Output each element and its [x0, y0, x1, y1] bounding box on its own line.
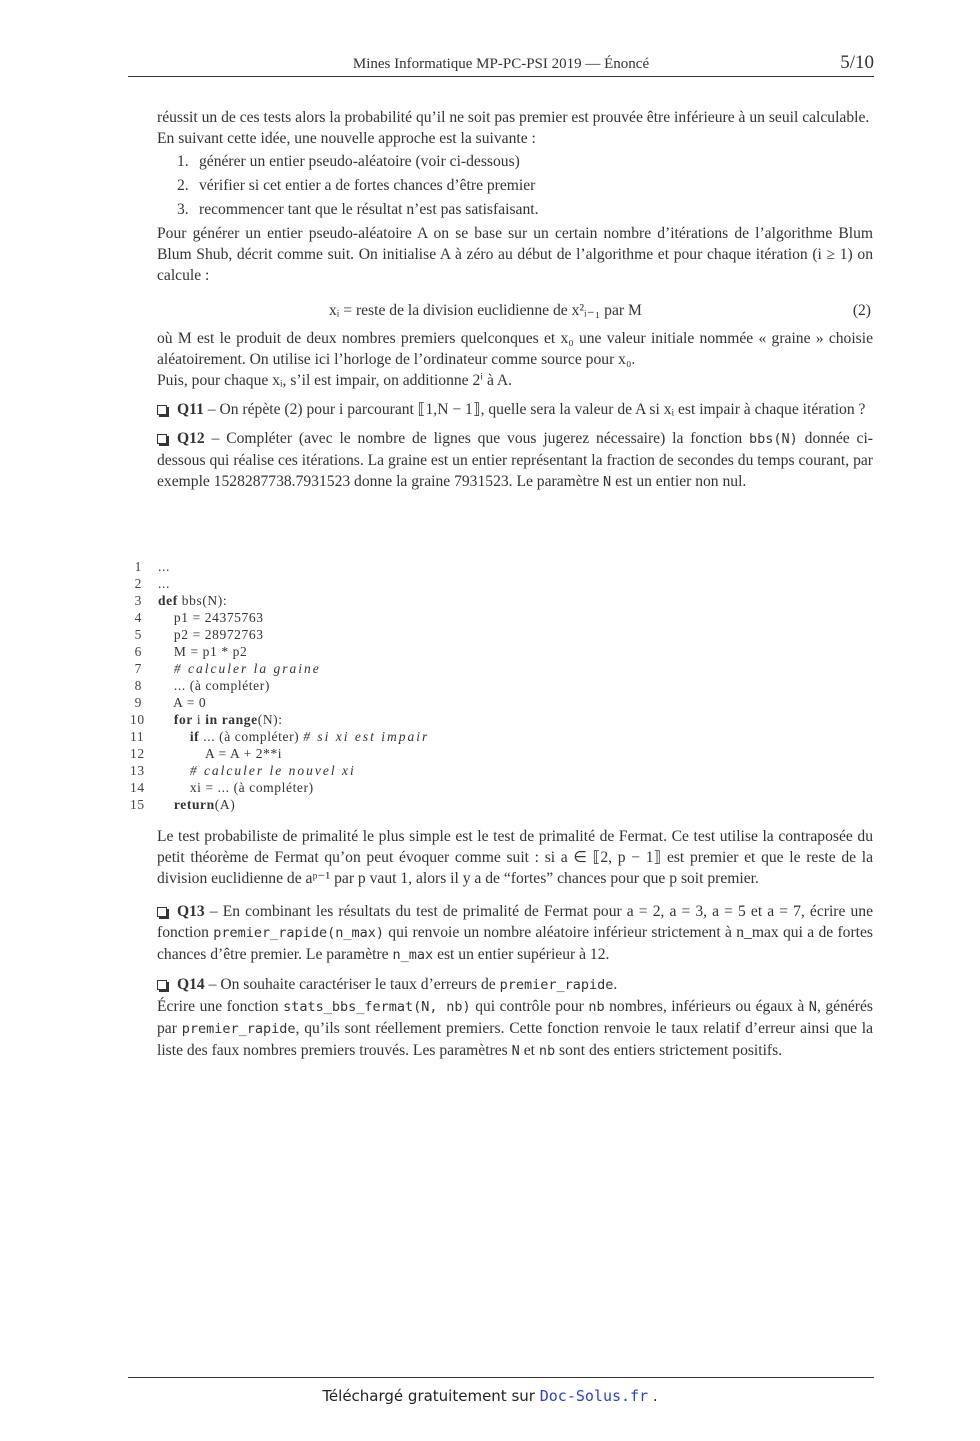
code-comment: # si xi est impair [303, 729, 430, 744]
code-token: M = p1 * p2 [173, 644, 248, 659]
code-token: (N): [257, 712, 283, 727]
code-text [158, 575, 170, 592]
step-number: 2. [177, 177, 189, 194]
code-keyword: for [173, 712, 193, 727]
inline-code: premier_rapide [181, 1021, 296, 1037]
question-text: donnée ci-dessous qui réalise ces itérations. La graine est un entier représentant la fraction de secondes du temps courant, par exemple 1528287738.7931523 donne la graine 7931523. Le paramètre [157, 430, 873, 490]
code-text [158, 728, 429, 745]
code-token: A = 0 [173, 695, 207, 710]
inline-code: premier_rapide [499, 977, 614, 993]
list-item [177, 175, 873, 196]
line-number: 14 [130, 780, 145, 795]
inline-code: N [603, 474, 612, 490]
code-text [158, 677, 270, 694]
line-number: 1 [134, 559, 142, 574]
code-line [130, 626, 730, 643]
inline-code: N [808, 999, 817, 1015]
checkbox-icon [157, 980, 167, 990]
question-text: , qu’ils sont réellement premiers. Cette fonction renvoie le taux relatif d’erreur ainsi que la liste des faux nombres premiers trouvés. Les paramètres [157, 1020, 873, 1059]
question-text: est un entier supérieur à 12. [437, 946, 610, 963]
line-number: 11 [130, 729, 145, 744]
code-token: ... (à compléter) [173, 678, 270, 693]
code-keyword: def [158, 593, 178, 608]
intro-paragraph-2: En suivant cette idée, une nouvelle approche est la suivante : [157, 130, 536, 147]
equation-2 [157, 296, 873, 324]
code-token: p2 = 28972763 [173, 627, 264, 642]
code-line [130, 762, 730, 779]
checkbox-icon [157, 907, 167, 917]
list-item [177, 151, 873, 172]
code-line [130, 779, 730, 796]
question-q11 [157, 399, 873, 420]
inline-code: n_max [392, 947, 434, 963]
code-listing [130, 558, 730, 813]
line-number: 10 [130, 712, 145, 727]
inline-code: bbs(N) [749, 431, 798, 447]
code-token: ... [158, 559, 170, 574]
code-line [130, 643, 730, 660]
question-q13 [157, 901, 873, 966]
code-text [158, 609, 264, 626]
code-line [130, 660, 730, 677]
code-line [130, 796, 730, 813]
footer-end: . [652, 1387, 658, 1405]
question-text: – En combinant les résultats du test de primalité de Fermat pour a = 2, a = 3, a = 5 et a = 7, écrire une fonction [157, 903, 873, 941]
line-number: 8 [134, 678, 142, 693]
line-number: 12 [130, 746, 145, 761]
code-line [130, 609, 730, 626]
code-line [130, 575, 730, 592]
code-line [130, 711, 730, 728]
code-token: ... (à compléter) [199, 729, 304, 744]
code-text [158, 694, 206, 711]
header-title: Mines Informatique MP-PC-PSI 2019 — Énoncé [352, 56, 650, 72]
inline-code: nb [588, 999, 605, 1015]
code-line [130, 592, 730, 609]
code-text [158, 711, 283, 728]
step-text: vérifier si cet entier a de fortes chances d’être premier [199, 177, 536, 194]
intro-paragraph-1: réussit un de ces tests alors la probabilité qu’il ne soit pas premier est prouvée être inférieure à un seuil calculable. [157, 109, 870, 126]
code-text [158, 592, 227, 609]
question-text: et [523, 1042, 535, 1059]
code-line [130, 677, 730, 694]
question-text: – On souhaite caractériser le taux d’erreurs de [208, 976, 496, 993]
question-text: qui renvoie un nombre aléatoire inférieur strictement à n_max qui a de fortes chances d’être premier. Le paramètre [157, 924, 873, 963]
inline-code: N [511, 1043, 520, 1059]
footer-text: Téléchargé gratuitement sur [322, 1387, 535, 1405]
question-text: Écrire une fonction [157, 998, 279, 1015]
line-number: 4 [134, 610, 142, 625]
question-label: Q14 [177, 976, 205, 993]
code-token: p1 = 24375763 [173, 610, 264, 625]
line-number: 9 [134, 695, 142, 710]
code-comment: # calculer la graine [173, 661, 321, 676]
line-number: 5 [134, 627, 142, 642]
checkbox-icon [157, 434, 167, 444]
code-token: bbs(N): [177, 593, 228, 608]
code-line [130, 694, 730, 711]
line-number: 13 [130, 763, 145, 778]
after-formula-paragraph-1: où M est le produit de deux nombres premiers quelconques et x₀ une valeur initiale nommée « graine » choisie aléatoirement. On utilise ici l’horloge de l’ordinateur comme source pour x₀. [157, 330, 873, 368]
code-text [158, 558, 170, 575]
question-label: Q12 [177, 430, 205, 447]
code-keyword: in [205, 712, 218, 727]
step-text: générer un entier pseudo-aléatoire (voir ci-dessous) [199, 153, 520, 170]
page-footer [0, 1386, 980, 1407]
inline-code: nb [538, 1043, 556, 1059]
step-number: 3. [177, 201, 189, 218]
code-token: i [192, 712, 206, 727]
code-token: (A) [214, 797, 236, 812]
footer-link[interactable]: Doc-Solus.fr [539, 1387, 649, 1405]
question-q14 [157, 974, 873, 1062]
code-text [158, 796, 235, 813]
question-text: – Compléter (avec le nombre de lignes que vous jugerez nécessaire) la fonction [211, 430, 743, 447]
code-keyword: if [189, 729, 200, 744]
question-text: sont des entiers strictement positifs. [559, 1042, 783, 1059]
code-token: ... [158, 576, 170, 591]
fermat-paragraph: Le test probabiliste de primalité le plus simple est le test de primalité de Fermat. Ce test utilise la contraposée du petit théorème de Fermat qu’on peut évoquer comme suit : si a ∈ ⟦2, p − 1⟧ est premier et que le reste de la division euclidienne de aᵖ⁻¹ par p vaut 1, alors il y a de “fortes” chances pour que p soit premier. [157, 828, 873, 887]
step-text: recommencer tant que le résultat n’est pas satisfaisant. [199, 201, 539, 218]
code-line [130, 745, 730, 762]
step-number: 1. [177, 153, 189, 170]
question-text: nombres, inférieurs ou égaux à [609, 998, 805, 1015]
steps-list [157, 151, 873, 220]
footer-divider [128, 1377, 874, 1378]
question-label: Q11 [177, 401, 204, 418]
code-keyword: range [221, 712, 258, 727]
line-number: 7 [134, 661, 142, 676]
question-text: – On répète (2) pour i parcourant ⟦1,N − 1⟧, quelle sera la valeur de A si xᵢ est impair à chaque itération ? [207, 401, 866, 418]
question-text: , générés par [157, 998, 873, 1037]
code-text [158, 779, 314, 796]
question-text: qui contrôle pour [475, 998, 584, 1015]
after-formula-paragraph-2: Puis, pour chaque xᵢ, s’il est impair, on additionne 2ⁱ à A. [157, 372, 513, 389]
page-number: 5/10 [840, 52, 874, 73]
main-text-2 [157, 826, 873, 1062]
code-comment: # calculer le nouvel xi [189, 763, 356, 778]
question-q12 [157, 428, 873, 493]
inline-code: premier_rapide(n_max) [213, 925, 384, 941]
code-text [158, 745, 282, 762]
main-text [157, 107, 873, 493]
code-text [158, 626, 264, 643]
code-text [158, 643, 247, 660]
intro-paragraph-3: Pour générer un entier pseudo-aléatoire A on se base sur un certain nombre d’itérations de l’algorithme Blum Blum Shub, décrit comme suit. On initialise A à zéro au début de l’algorithme et pour chaque itération (i ≥ 1) on calcule : [157, 225, 873, 284]
question-text: est un entier non nul. [615, 473, 747, 490]
equation-number: (2) [852, 302, 871, 319]
inline-code: stats_bbs_fermat(N, nb) [283, 999, 471, 1015]
code-text [158, 660, 321, 677]
line-number: 2 [134, 576, 142, 591]
code-token: A = A + 2**i [204, 746, 283, 761]
page-header [128, 52, 874, 77]
list-item [177, 199, 873, 220]
code-token: xi = ... (à compléter) [189, 780, 314, 795]
checkbox-icon [157, 405, 167, 415]
code-text [158, 762, 356, 779]
question-label: Q13 [177, 903, 205, 920]
line-number: 6 [134, 644, 142, 659]
code-line [130, 728, 730, 745]
line-number: 15 [130, 797, 145, 812]
code-line [130, 558, 730, 575]
code-keyword: return [173, 797, 215, 812]
question-text: . [613, 976, 618, 993]
line-number: 3 [134, 593, 142, 608]
equation-text: xᵢ = reste de la division euclidienne de x²ᵢ₋₁ par M [329, 302, 642, 319]
